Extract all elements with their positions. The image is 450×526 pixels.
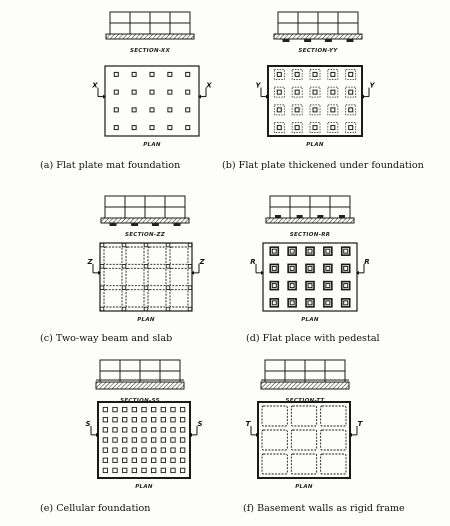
column-mark — [295, 72, 299, 76]
column-mark — [308, 266, 312, 270]
column-mark — [122, 265, 126, 269]
pedestal-mark — [324, 299, 332, 307]
column-mark — [122, 286, 126, 290]
section-label: SECTION-YY — [298, 48, 338, 54]
panel-cell — [148, 247, 166, 264]
panel-cell — [291, 454, 316, 474]
column-mark — [277, 90, 281, 94]
section-pedestal — [275, 215, 281, 218]
cell-mark — [180, 458, 184, 462]
column-mark — [150, 90, 154, 94]
cell-mark — [142, 407, 146, 411]
column-mark — [132, 72, 136, 76]
panel-cell — [126, 268, 144, 285]
pedestal-mark — [342, 264, 350, 272]
column-mark — [295, 90, 299, 94]
cell-mark — [151, 468, 155, 472]
thickened-zone — [346, 87, 356, 97]
pedestal-mark — [342, 247, 350, 255]
pedestal-mark — [306, 299, 314, 307]
cell-mark — [132, 458, 136, 462]
pedestal-mark — [324, 264, 332, 272]
column-mark — [100, 286, 104, 290]
column-mark — [290, 266, 294, 270]
section-block — [170, 23, 190, 34]
plan-outline — [98, 402, 190, 478]
thickened-zone — [346, 105, 356, 115]
section-thickening — [174, 223, 181, 226]
plan-outline — [100, 243, 192, 311]
column-mark — [114, 126, 118, 130]
section-cut-letter: T — [245, 419, 251, 428]
section-label: SECTION-ZZ — [124, 232, 166, 238]
section-block — [265, 360, 285, 371]
section-cut-letter: X — [206, 81, 212, 90]
thickened-zone — [292, 123, 302, 133]
section-cut-letter: S — [85, 419, 91, 428]
section-block — [100, 360, 120, 371]
section-slab — [101, 218, 189, 223]
section-block — [105, 207, 125, 218]
column-mark — [122, 307, 126, 311]
section-block — [285, 360, 305, 371]
section-cut-letter: R — [250, 257, 256, 266]
column-mark — [290, 301, 294, 305]
section-slab — [106, 34, 194, 39]
pedestal-mark — [324, 247, 332, 255]
plan-label: PLAN — [301, 317, 319, 323]
cell-mark — [161, 407, 165, 411]
pedestal-mark — [342, 282, 350, 290]
cell-mark — [171, 418, 175, 422]
cell-mark — [161, 418, 165, 422]
section-cut-letter: Y — [369, 81, 375, 90]
pedestal-mark — [288, 264, 296, 272]
cell-mark — [103, 438, 107, 442]
cell-mark — [103, 428, 107, 432]
section-block — [150, 12, 170, 23]
cell-mark — [171, 438, 175, 442]
thickened-zone — [274, 69, 284, 79]
section-cut-letter: X — [92, 81, 98, 90]
section-thickening — [347, 39, 354, 42]
thickened-zone — [274, 123, 284, 133]
panel-cell — [321, 406, 346, 426]
column-mark — [150, 108, 154, 112]
section-thickening — [152, 223, 159, 226]
section-block — [150, 23, 170, 34]
pedestal-mark — [306, 247, 314, 255]
column-mark — [166, 307, 170, 311]
cell-mark — [161, 438, 165, 442]
column-mark — [290, 249, 294, 253]
panel-cell — [104, 247, 122, 264]
column-mark — [168, 108, 172, 112]
cell-mark — [132, 448, 136, 452]
cell-mark — [122, 448, 126, 452]
column-mark — [344, 301, 348, 305]
section-block — [290, 196, 310, 207]
panel-cell — [126, 247, 144, 264]
section-block — [278, 12, 298, 23]
thickened-zone — [328, 123, 338, 133]
panel-caption: (f) Basement walls as rigid frame — [243, 503, 405, 514]
column-mark — [308, 301, 312, 305]
column-mark — [168, 90, 172, 94]
cell-mark — [132, 428, 136, 432]
column-mark — [150, 126, 154, 130]
cell-mark — [132, 418, 136, 422]
section-thickening — [283, 39, 290, 42]
section-label: SECTION-TT — [285, 398, 325, 404]
section-label: SECTION-RR — [289, 232, 331, 238]
column-mark — [114, 90, 118, 94]
cell-mark — [113, 448, 117, 452]
column-mark — [168, 126, 172, 130]
pedestal-mark — [288, 282, 296, 290]
column-mark — [331, 90, 335, 94]
section-slab — [274, 34, 362, 39]
panel-cell — [148, 290, 166, 307]
column-mark — [308, 249, 312, 253]
column-mark — [150, 72, 154, 76]
column-mark — [326, 249, 330, 253]
column-mark — [100, 265, 104, 269]
cell-mark — [132, 468, 136, 472]
column-mark — [313, 108, 317, 112]
column-mark — [166, 265, 170, 269]
column-mark — [349, 108, 353, 112]
plan-label: PLAN — [143, 142, 161, 148]
panel-f — [243, 360, 405, 514]
panel-cell — [291, 406, 316, 426]
panel-cell — [126, 290, 144, 307]
section-cut-letter: T — [357, 419, 363, 428]
section-block — [145, 207, 165, 218]
cell-mark — [161, 428, 165, 432]
column-mark — [331, 108, 335, 112]
section-thickening — [110, 223, 117, 226]
cell-mark — [151, 438, 155, 442]
cell-mark — [113, 458, 117, 462]
column-mark — [188, 307, 192, 311]
pedestal-mark — [270, 264, 278, 272]
column-mark — [331, 126, 335, 130]
section-pedestal — [297, 215, 303, 218]
column-mark — [114, 108, 118, 112]
panel-cell — [262, 406, 287, 426]
cell-mark — [180, 448, 184, 452]
section-block — [318, 23, 338, 34]
cell-mark — [171, 407, 175, 411]
column-mark — [132, 90, 136, 94]
column-mark — [166, 286, 170, 290]
column-mark — [166, 243, 170, 247]
column-mark — [132, 108, 136, 112]
column-mark — [295, 108, 299, 112]
section-block — [165, 207, 185, 218]
column-mark — [114, 72, 118, 76]
thickened-zone — [292, 69, 302, 79]
pedestal-mark — [324, 282, 332, 290]
section-pedestal — [317, 215, 323, 218]
cell-mark — [132, 438, 136, 442]
cell-mark — [132, 407, 136, 411]
column-mark — [349, 72, 353, 76]
section-block — [125, 196, 145, 207]
plan-label: PLAN — [135, 484, 153, 490]
cell-mark — [103, 468, 107, 472]
thickened-zone — [274, 87, 284, 97]
pedestal-mark — [342, 299, 350, 307]
thickened-zone — [346, 69, 356, 79]
cell-mark — [180, 438, 184, 442]
cell-mark — [151, 418, 155, 422]
column-mark — [122, 243, 126, 247]
cell-mark — [142, 458, 146, 462]
cell-mark — [180, 428, 184, 432]
thickened-zone — [346, 123, 356, 133]
section-slab — [266, 218, 354, 223]
thickened-zone — [292, 105, 302, 115]
pedestal-mark — [270, 247, 278, 255]
panel-caption: (e) Cellular foundation — [40, 503, 151, 514]
column-mark — [344, 266, 348, 270]
panel-c — [40, 196, 205, 344]
column-mark — [272, 284, 276, 288]
thickened-zone — [310, 105, 320, 115]
cell-mark — [142, 428, 146, 432]
panel-e — [40, 360, 203, 514]
column-mark — [326, 301, 330, 305]
column-mark — [188, 265, 192, 269]
cell-mark — [151, 458, 155, 462]
section-thickening — [131, 223, 138, 226]
cell-mark — [103, 418, 107, 422]
column-mark — [100, 307, 104, 311]
section-block — [160, 360, 180, 371]
column-mark — [100, 243, 104, 247]
panel-cell — [170, 268, 188, 285]
column-mark — [144, 286, 148, 290]
column-mark — [272, 249, 276, 253]
section-cut-letter: R — [364, 257, 370, 266]
thickened-zone — [310, 87, 320, 97]
section-block — [170, 12, 190, 23]
column-mark — [344, 249, 348, 253]
column-mark — [188, 243, 192, 247]
panel-cell — [321, 454, 346, 474]
cell-mark — [122, 468, 126, 472]
section-block — [305, 360, 325, 371]
section-block — [270, 196, 290, 207]
cell-mark — [113, 428, 117, 432]
cell-mark — [122, 407, 126, 411]
cell-mark — [161, 448, 165, 452]
column-mark — [313, 126, 317, 130]
pedestal-mark — [306, 264, 314, 272]
panel-a — [40, 12, 212, 171]
column-mark — [144, 307, 148, 311]
section-block — [130, 23, 150, 34]
cell-mark — [142, 468, 146, 472]
panel-cell — [170, 290, 188, 307]
panel-caption: (a) Flat plate mat foundation — [40, 160, 181, 171]
column-mark — [168, 72, 172, 76]
thickened-zone — [328, 105, 338, 115]
section-block — [338, 12, 358, 23]
column-mark — [344, 284, 348, 288]
section-slab — [261, 382, 349, 389]
column-mark — [144, 243, 148, 247]
cell-mark — [103, 458, 107, 462]
cell-mark — [142, 438, 146, 442]
section-cut-letter: S — [197, 419, 203, 428]
column-mark — [277, 108, 281, 112]
plan-label: PLAN — [137, 317, 155, 323]
section-block — [318, 12, 338, 23]
thickened-zone — [292, 87, 302, 97]
column-mark — [313, 72, 317, 76]
cell-mark — [113, 407, 117, 411]
cell-mark — [151, 428, 155, 432]
section-label: SECTION-XX — [129, 48, 171, 54]
section-block — [165, 196, 185, 207]
section-block — [278, 23, 298, 34]
section-block — [105, 196, 125, 207]
column-mark — [295, 126, 299, 130]
thickened-zone — [310, 69, 320, 79]
section-pedestal — [339, 215, 345, 218]
section-block — [298, 12, 318, 23]
section-block — [310, 196, 330, 207]
section-block — [110, 12, 130, 23]
cell-mark — [180, 418, 184, 422]
cell-mark — [151, 448, 155, 452]
panel-d — [246, 196, 380, 344]
section-thickening — [304, 39, 311, 42]
column-mark — [272, 301, 276, 305]
section-label: SECTION-SS — [120, 398, 160, 404]
panel-cell — [104, 290, 122, 307]
column-mark — [186, 126, 190, 130]
column-mark — [272, 266, 276, 270]
column-mark — [290, 284, 294, 288]
column-mark — [186, 108, 190, 112]
column-mark — [144, 265, 148, 269]
pedestal-mark — [270, 282, 278, 290]
pedestal-mark — [306, 282, 314, 290]
cell-mark — [122, 438, 126, 442]
panel-caption: (c) Two-way beam and slab — [40, 333, 173, 344]
cell-mark — [142, 448, 146, 452]
column-mark — [326, 266, 330, 270]
cell-mark — [180, 468, 184, 472]
cell-mark — [161, 458, 165, 462]
panel-cell — [291, 430, 316, 450]
thickened-zone — [328, 69, 338, 79]
plan-label: PLAN — [295, 484, 313, 490]
cell-mark — [151, 407, 155, 411]
panel-cell — [321, 430, 346, 450]
panel-caption: (d) Flat place with pedestal — [246, 333, 380, 344]
thickened-zone — [310, 123, 320, 133]
column-mark — [277, 126, 281, 130]
column-mark — [349, 126, 353, 130]
section-block — [110, 23, 130, 34]
column-mark — [349, 90, 353, 94]
cell-mark — [171, 448, 175, 452]
column-mark — [186, 72, 190, 76]
column-mark — [331, 72, 335, 76]
cell-mark — [113, 438, 117, 442]
panel-cell — [262, 454, 287, 474]
section-cut-letter: Y — [255, 81, 261, 90]
section-block — [125, 207, 145, 218]
section-block — [145, 196, 165, 207]
cell-mark — [171, 468, 175, 472]
cell-mark — [113, 418, 117, 422]
section-block — [120, 360, 140, 371]
column-mark — [132, 126, 136, 130]
section-block — [130, 12, 150, 23]
cell-mark — [122, 418, 126, 422]
column-mark — [308, 284, 312, 288]
column-mark — [326, 284, 330, 288]
cell-mark — [161, 468, 165, 472]
section-slab — [96, 382, 184, 389]
column-mark — [186, 90, 190, 94]
section-thickening — [325, 39, 332, 42]
thickened-zone — [274, 105, 284, 115]
section-cut-letter: Z — [199, 257, 205, 266]
section-block — [330, 196, 350, 207]
cell-mark — [142, 418, 146, 422]
cell-mark — [171, 428, 175, 432]
cell-mark — [122, 428, 126, 432]
panel-cell — [148, 268, 166, 285]
thickened-zone — [328, 87, 338, 97]
section-cut-letter: Z — [87, 257, 93, 266]
cell-mark — [103, 407, 107, 411]
section-block — [338, 23, 358, 34]
pedestal-mark — [288, 247, 296, 255]
column-mark — [188, 286, 192, 290]
column-mark — [313, 90, 317, 94]
panel-cell — [170, 247, 188, 264]
cell-mark — [113, 468, 117, 472]
panel-cell — [104, 268, 122, 285]
plan-outline — [258, 402, 350, 478]
cell-mark — [122, 458, 126, 462]
panel-b — [222, 12, 424, 171]
panel-caption: (b) Flat plate thickened under foundation — [222, 160, 424, 171]
section-block — [140, 360, 160, 371]
pedestal-mark — [288, 299, 296, 307]
cell-mark — [103, 448, 107, 452]
cell-mark — [180, 407, 184, 411]
column-mark — [277, 72, 281, 76]
plan-label: PLAN — [306, 142, 324, 148]
pedestal-mark — [270, 299, 278, 307]
section-block — [325, 360, 345, 371]
section-block — [298, 23, 318, 34]
panel-cell — [262, 430, 287, 450]
cell-mark — [171, 458, 175, 462]
